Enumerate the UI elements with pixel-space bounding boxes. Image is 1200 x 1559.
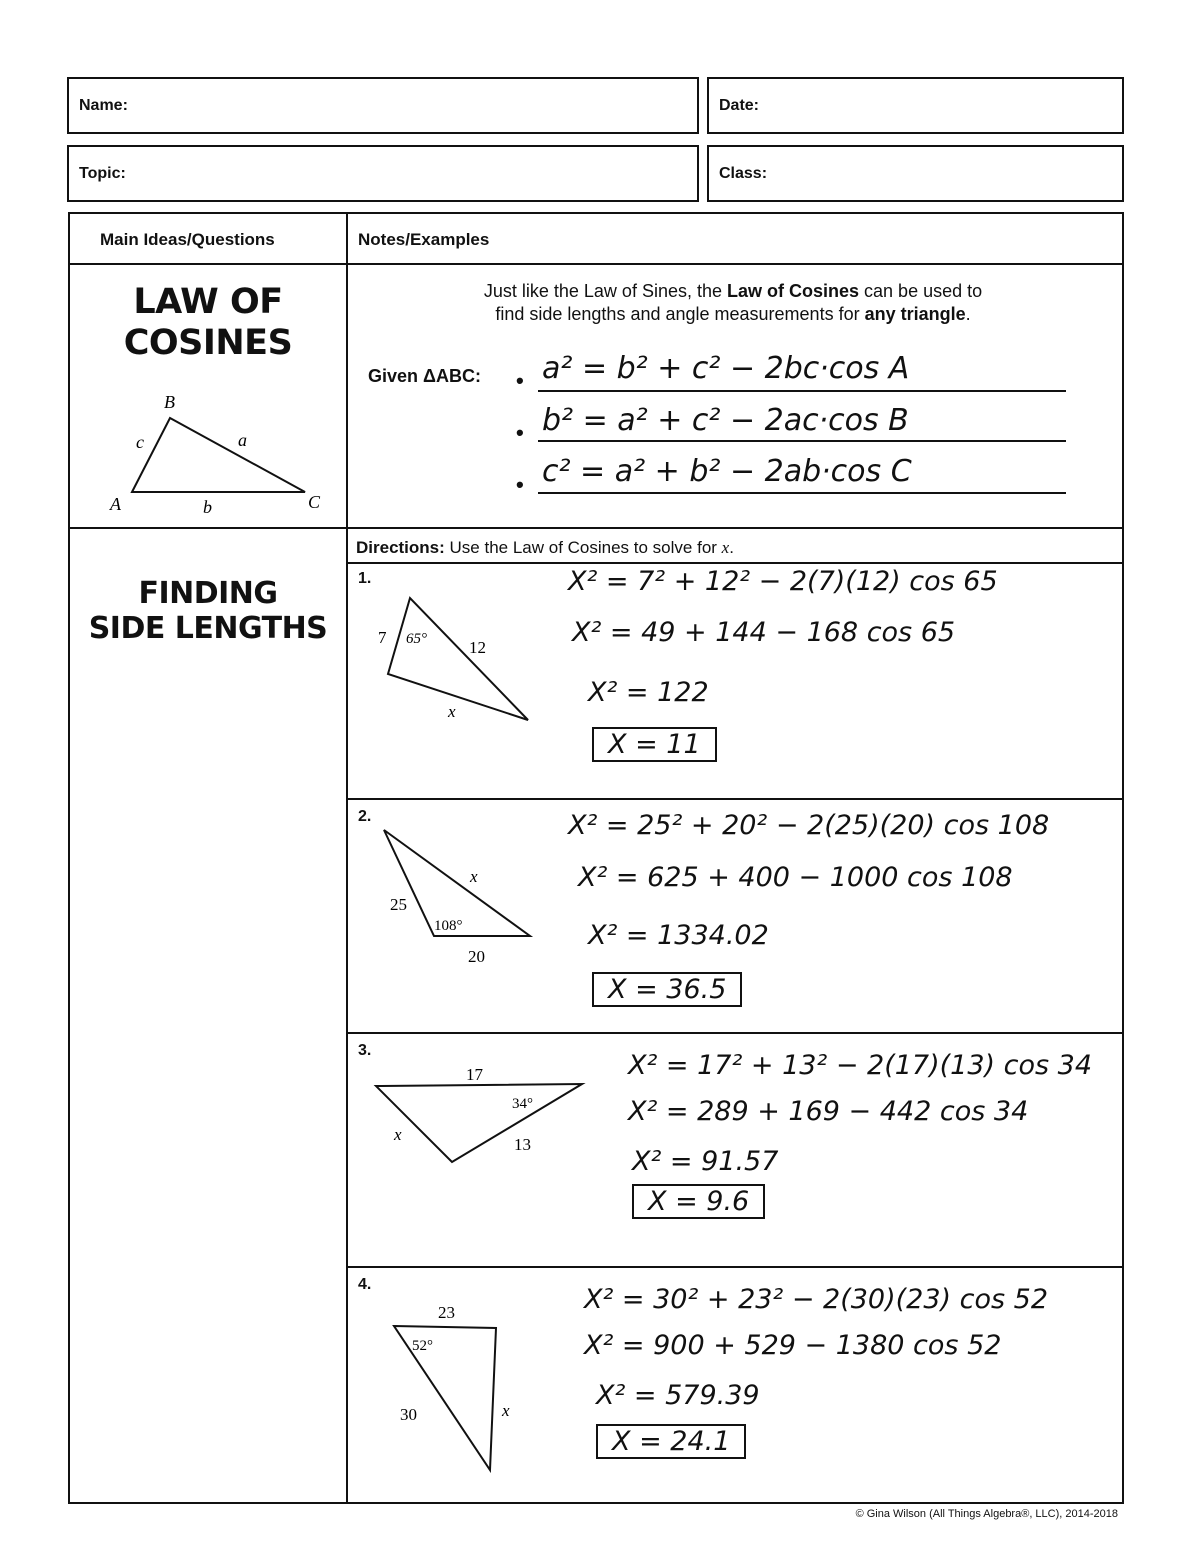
law-intro <box>360 280 1106 327</box>
problem-1-work-1: X² = 7² + 12² − 2(7)(12) cos 65 <box>568 566 998 597</box>
intro-bold-2: any triangle <box>864 304 966 325</box>
problem-4-triangle <box>376 1294 576 1484</box>
formula-line-2 <box>538 440 1066 442</box>
problem-divider-2 <box>346 1032 1124 1034</box>
problem-3-triangle-shape <box>376 1084 582 1162</box>
problem-1-angle: 65° <box>406 631 427 647</box>
formula-a: a² = b² + c² − 2bc·cos A <box>542 351 910 386</box>
directions-var: x <box>721 538 730 557</box>
formula-line-3 <box>538 492 1066 494</box>
column-divider <box>346 214 348 1504</box>
problem-2-work-1: X² = 25² + 20² − 2(25)(20) cos 108 <box>568 810 1050 841</box>
name-label: Name: <box>79 96 128 114</box>
problem-2-answer: X = 36.5 <box>592 972 742 1007</box>
problem-4-work-2: X² = 900 + 529 − 1380 cos 52 <box>584 1330 1002 1361</box>
law-intro-line1 <box>360 280 1106 303</box>
law-intro-line2 <box>360 303 1106 326</box>
problem-4-work-1: X² = 30² + 23² − 2(30)(23) cos 52 <box>584 1284 1049 1315</box>
problem-3-answer: X = 9.6 <box>632 1184 765 1219</box>
problem-1-side-bottom: x <box>448 702 456 721</box>
side-a-label: a <box>238 430 247 450</box>
problem-3-side-right: 13 <box>514 1135 531 1154</box>
intro-bold-1: Law of Cosines <box>727 281 860 301</box>
problem-divider-3 <box>346 1266 1124 1268</box>
problem-1-work-2: X² = 49 + 144 − 168 cos 65 <box>572 617 956 648</box>
problem-2-angle: 108° <box>434 918 463 934</box>
bullet-1: • <box>516 368 524 393</box>
law-title-line1: LAW OF <box>133 282 283 322</box>
directions-divider <box>346 562 1124 564</box>
vertex-c-label: C <box>308 492 321 512</box>
problem-3-angle: 34° <box>512 1096 533 1112</box>
problem-4-triangle-shape <box>394 1326 496 1470</box>
problem-4-side-left: 30 <box>400 1405 417 1424</box>
problem-2-work-3: X² = 1334.02 <box>588 920 769 951</box>
topic-label: Topic: <box>79 164 126 182</box>
class-label: Class: <box>719 164 768 182</box>
problem-1-answer: X = 11 <box>592 727 717 762</box>
problem-2-side-bottom: 20 <box>468 947 485 966</box>
law-section-divider <box>70 527 1124 529</box>
bullet-3: • <box>516 472 524 497</box>
intro-text-4: . <box>965 304 971 325</box>
law-title <box>80 282 336 365</box>
directions-text: Use the Law of Cosines to solve for <box>444 538 722 557</box>
side-c-label: c <box>136 432 144 452</box>
intro-text-1: Just like the Law of Sines, the <box>483 281 727 301</box>
problem-1-triangle <box>366 586 556 726</box>
problem-2-number: 2. <box>358 808 372 825</box>
problem-2-side-right: x <box>470 867 478 886</box>
date-field[interactable] <box>707 77 1124 134</box>
problem-4-side-right: x <box>502 1401 510 1420</box>
intro-text-3: find side lengths and angle measurements for <box>495 304 865 325</box>
problem-divider-1 <box>346 798 1124 800</box>
problem-3-side-left: x <box>394 1125 402 1144</box>
formula-c: c² = a² + b² − 2ab·cos C <box>542 454 912 489</box>
copyright-footer: © Gina Wilson (All Things Algebra®, LLC), 2014-2018 <box>855 1508 1118 1520</box>
problem-3-number: 3. <box>358 1042 372 1059</box>
finding-title-line1: FINDING <box>138 576 278 611</box>
problem-3-side-top: 17 <box>466 1065 483 1084</box>
problem-1-number: 1. <box>358 570 372 587</box>
directions-end: . <box>729 538 734 557</box>
intro-text-2: can be used to <box>859 281 983 301</box>
problem-2-work-2: X² = 625 + 400 − 1000 cos 108 <box>578 862 1013 893</box>
problem-2-triangle <box>370 820 550 970</box>
finding-title <box>76 576 340 647</box>
triangle-abc-diagram <box>100 386 330 521</box>
directions <box>356 538 734 558</box>
problem-1-side-right: 12 <box>469 638 486 657</box>
vertex-a-label: A <box>110 494 121 514</box>
problem-4-angle: 52° <box>412 1338 433 1354</box>
problem-1-work-3: X² = 122 <box>588 677 709 708</box>
topic-field[interactable] <box>67 145 699 202</box>
formula-b: b² = a² + c² − 2ac·cos B <box>542 403 909 438</box>
finding-title-line2: SIDE LENGTHS <box>88 611 328 647</box>
col2-header: Notes/Examples <box>358 230 490 249</box>
problem-4-side-top: 23 <box>438 1303 455 1322</box>
problem-3-work-2: X² = 289 + 169 − 442 cos 34 <box>628 1096 1029 1127</box>
notes-table <box>68 212 1124 1504</box>
problem-1-side-left: 7 <box>378 628 387 647</box>
given-label: Given ΔABC: <box>368 366 481 386</box>
problem-4-answer: X = 24.1 <box>596 1424 746 1459</box>
law-title-line2: COSINES <box>123 323 293 364</box>
problem-4-work-3: X² = 579.39 <box>596 1380 760 1411</box>
problem-2-side-left: 25 <box>390 895 407 914</box>
header-row-divider <box>70 263 1124 265</box>
triangle-abc <box>132 418 305 492</box>
side-b-label: b <box>203 497 212 517</box>
name-field[interactable] <box>67 77 699 134</box>
date-label: Date: <box>719 96 760 114</box>
problem-1-triangle-shape <box>388 598 528 720</box>
problem-3-work-1: X² = 17² + 13² − 2(17)(13) cos 34 <box>628 1050 1093 1081</box>
problem-3-work-3: X² = 91.57 <box>632 1146 779 1177</box>
bullet-2: • <box>516 420 524 445</box>
problem-4-number: 4. <box>358 1276 372 1293</box>
problem-3-triangle <box>370 1060 600 1170</box>
formula-line-1 <box>538 390 1066 392</box>
col1-header: Main Ideas/Questions <box>100 230 275 249</box>
class-field[interactable] <box>707 145 1124 202</box>
directions-label: Directions: <box>356 538 445 557</box>
vertex-b-label: B <box>164 392 175 412</box>
